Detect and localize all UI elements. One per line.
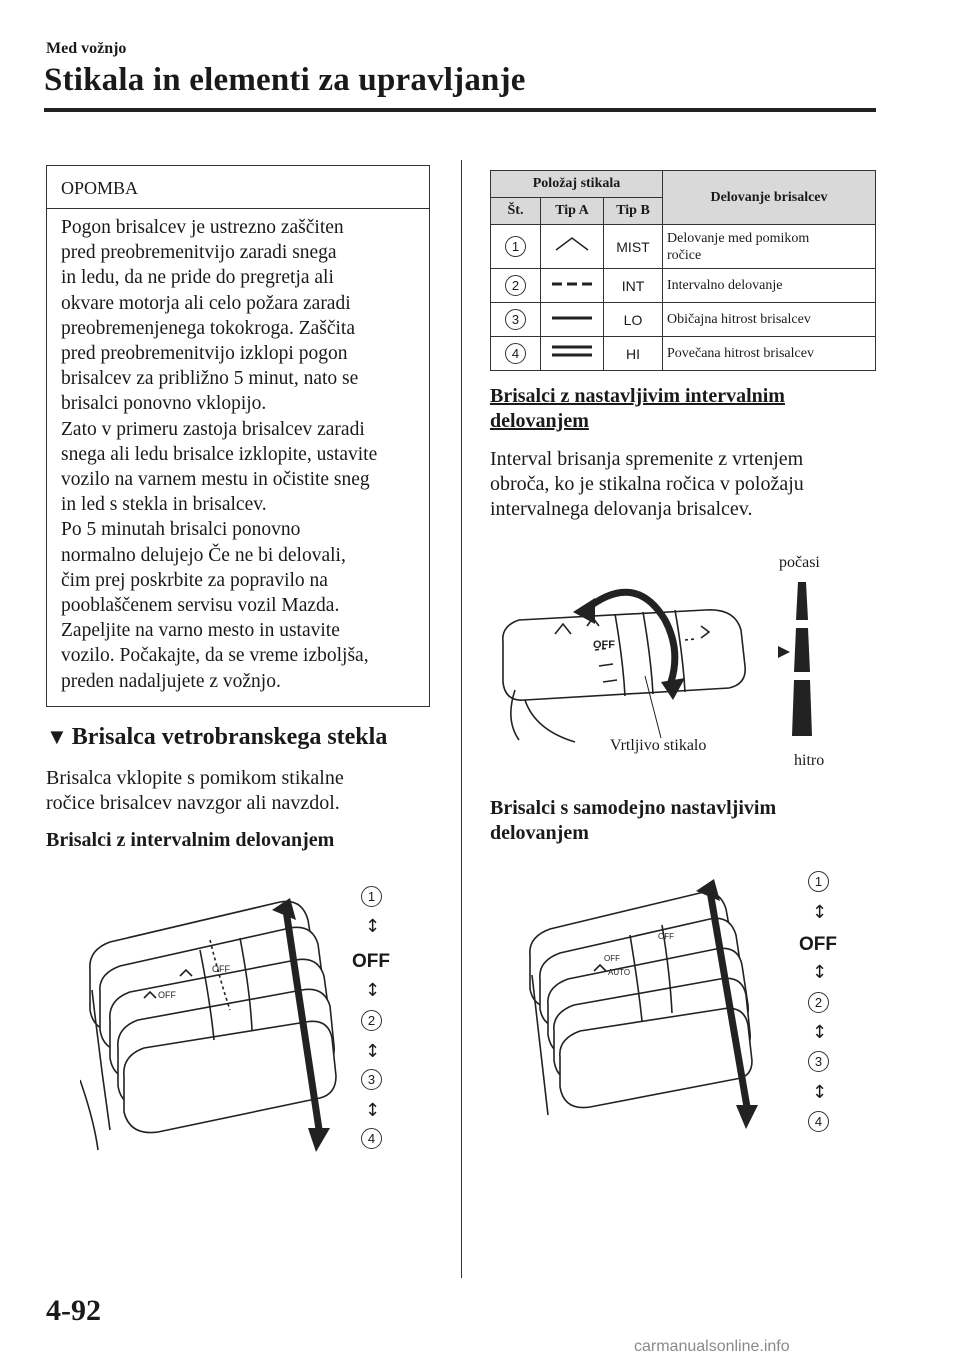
paragraph-line: Interval brisanja spremenite z vrtenjem (490, 448, 804, 470)
header-rule (44, 108, 876, 112)
updown-arrow-icon: ↕ (812, 902, 828, 923)
subheading-auto-cont: delovanjem (490, 822, 589, 844)
table-row (491, 337, 876, 371)
section-title (46, 724, 387, 751)
col-header-number: Št. (491, 198, 541, 225)
note-line: okvare motorja ali celo požara zaradi (61, 292, 351, 314)
running-header: Med vožnjo (46, 40, 127, 57)
intro-line: Brisalca vklopite s pomikom stikalne (46, 767, 344, 789)
updown-arrow-icon: ↕ (365, 1041, 381, 1062)
position-off-label: OFF (352, 951, 390, 972)
auto-position-3-badge: 3 (808, 1051, 829, 1072)
low-speed-line-icon (550, 313, 594, 323)
slow-label: počasi (779, 554, 820, 571)
row-number-badge: 3 (505, 309, 526, 330)
table-row (491, 269, 876, 303)
note-line: snega ali ledu brisalce izklopite, ustavite (61, 443, 378, 465)
note-line: pred preobremenitvijo zaradi snega (61, 242, 337, 264)
column-divider (461, 160, 462, 1278)
row-number-badge: 1 (505, 236, 526, 257)
row-description: Povečana hitrost brisalcev (663, 337, 876, 371)
subheading-adjustable-interval-cont: delovanjem (490, 410, 589, 432)
auto-wiper-lever-illustration (520, 875, 790, 1135)
row-description: ročice (667, 247, 702, 263)
note-line: pooblaščenem servisu vozil Mazda. (61, 595, 340, 617)
note-line: normalno delujejo Če ne bi delovali, (61, 544, 346, 566)
row-label: MIST (604, 225, 663, 269)
page-title: Stikala in elementi za upravljanje (44, 62, 526, 98)
auto-position-1-badge: 1 (808, 871, 829, 892)
intro-line: ročice brisalcev navzgor ali navzdol. (46, 792, 340, 814)
note-line: Zapeljite na varno mesto in ustavite (61, 620, 340, 642)
note-box (46, 165, 430, 707)
svg-text:OFF: OFF (604, 954, 620, 963)
note-heading: OPOMBA (47, 166, 429, 209)
table-header-position: Položaj stikala (491, 171, 663, 198)
row-label: INT (604, 269, 663, 303)
position-1-badge: 1 (361, 886, 382, 907)
fast-label: hitro (794, 752, 825, 769)
table-row (491, 225, 876, 269)
svg-text:AUTO: AUTO (608, 968, 631, 977)
svg-text:OFF: OFF (658, 932, 674, 941)
note-line: brisalcev za približno 5 minut, nato se (61, 368, 359, 390)
position-4-badge: 4 (361, 1128, 382, 1149)
table-row (491, 303, 876, 337)
svg-text:OFF: OFF (212, 964, 230, 974)
note-line: pred preobremenitvijo izklopi pogon (61, 343, 348, 365)
position-3-badge: 3 (361, 1069, 382, 1090)
note-line: preobremenjenega tokokroga. Zaščita (61, 317, 355, 339)
row-number-badge: 2 (505, 275, 526, 296)
updown-arrow-icon: ↕ (365, 980, 381, 1001)
row-label: HI (604, 337, 663, 371)
watermark: carmanualsonline.info (634, 1338, 790, 1355)
page-number: 4-92 (46, 1294, 101, 1327)
col-header-type-b: Tip B (604, 198, 663, 225)
position-2-badge: 2 (361, 1010, 382, 1031)
note-line: in led s stekla in brisalcev. (61, 494, 267, 516)
row-number-badge: 4 (505, 343, 526, 364)
section-title-text: Brisalca vetrobranskega stekla (71, 724, 388, 750)
updown-arrow-icon: ↕ (812, 962, 828, 983)
note-line: brisalci ponovno vklopijo. (61, 393, 267, 415)
subheading-auto: Brisalci s samodejno nastavljivim (490, 797, 777, 819)
svg-text:OFF: OFF (158, 990, 176, 1000)
intermittent-dashes-icon (550, 279, 594, 289)
rotary-switch-label: Vrtljivo stikalo (610, 737, 707, 754)
auto-position-off-label: OFF (799, 934, 837, 955)
rotary-switch-illustration (495, 570, 755, 750)
row-label: LO (604, 303, 663, 337)
wiper-switch-table (490, 170, 876, 371)
note-line: čim prej poskrbite za popravilo na (61, 569, 328, 591)
note-line: vozilo na varnem mestu in očistite sneg (61, 469, 370, 491)
subheading-adjustable-interval: Brisalci z nastavljivim intervalnim (490, 385, 785, 407)
updown-arrow-icon: ↕ (812, 1082, 828, 1103)
table-header-operation: Delovanje brisalcev (663, 171, 876, 225)
triangle-bullet-icon: ▼ (46, 724, 68, 749)
mist-chevron-icon (552, 234, 592, 254)
subheading-interval: Brisalci z intervalnim delovanjem (46, 829, 335, 851)
row-description: Običajna hitrost brisalcev (663, 303, 876, 337)
note-line: Pogon brisalcev je ustrezno zaščiten (61, 217, 344, 238)
knob-off-text: OFF (593, 639, 615, 651)
note-line: in ledu, da ne pride do pregretja ali (61, 267, 334, 289)
note-line: Po 5 minutah brisalci ponovno (61, 519, 301, 541)
row-description: Intervalno delovanje (663, 269, 876, 303)
paragraph-line: obroča, ko je stikalna ročica v položaju (490, 473, 804, 495)
updown-arrow-icon: ↕ (365, 1100, 381, 1121)
row-description: Delovanje med pomikom (667, 230, 810, 246)
interval-speed-scale (776, 580, 836, 740)
note-line: Zato v primeru zastoja brisalcev zaradi (61, 418, 365, 440)
col-header-type-a: Tip A (541, 198, 604, 225)
note-line: vozilo. Počakajte, da se vreme izboljša, (61, 645, 369, 667)
note-line: preden nadaljujete z vožnjo. (61, 670, 281, 692)
paragraph-line: intervalnega delovanja brisalcev. (490, 498, 753, 520)
updown-arrow-icon: ↕ (365, 916, 381, 937)
auto-position-2-badge: 2 (808, 992, 829, 1013)
updown-arrow-icon: ↕ (812, 1022, 828, 1043)
high-speed-lines-icon (550, 344, 594, 358)
note-body (47, 209, 429, 694)
auto-position-4-badge: 4 (808, 1111, 829, 1132)
